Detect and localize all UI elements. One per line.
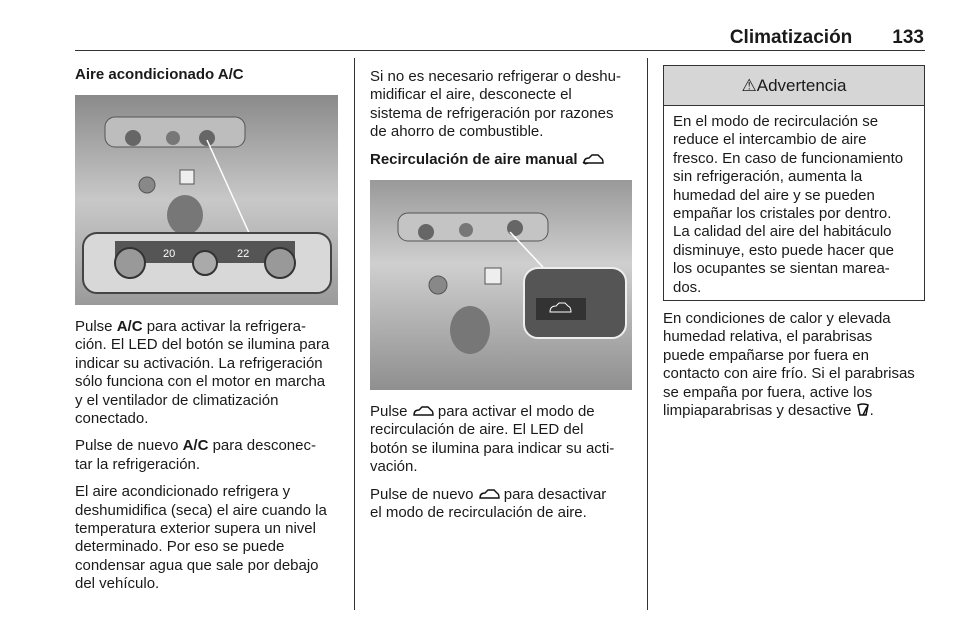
text-line: contacto con aire frío. Si el parabrisas bbox=[663, 365, 915, 383]
warning-header bbox=[664, 66, 924, 106]
text-line: sólo funciona con el motor en marcha bbox=[75, 373, 326, 391]
text-line: conectado. bbox=[75, 409, 149, 427]
recirculation-icon bbox=[582, 154, 604, 166]
ac-instructions bbox=[75, 318, 329, 593]
recirculation-icon bbox=[478, 489, 500, 501]
text-line: sistema de refrigeración por razones bbox=[370, 104, 614, 122]
ac-control-panel-image bbox=[75, 95, 338, 305]
text-line: los ocupantes se sientan marea- bbox=[673, 260, 890, 278]
text-line: La calidad del aire del habitáculo bbox=[673, 223, 892, 241]
text-line: En condiciones de calor y elevada bbox=[663, 310, 891, 327]
warning-title: Advertencia bbox=[756, 75, 847, 95]
text-line: empañar los cristales por dentro. bbox=[673, 204, 892, 222]
recirculation-button-image bbox=[370, 180, 632, 390]
text-line: deshumidifica (seca) el aire cuando la bbox=[75, 501, 327, 519]
text-line: fresco. En caso de funcionamiento bbox=[673, 149, 904, 167]
text-line: humedad relativa, el parabrisas bbox=[663, 328, 873, 346]
warning-box bbox=[663, 65, 925, 301]
text-line: Pulse para activar el modo de bbox=[370, 403, 595, 420]
text-line: dos. bbox=[673, 278, 702, 296]
windscreen-wiper-icon bbox=[856, 403, 870, 417]
text-line: En el modo de recirculación se bbox=[673, 113, 879, 130]
text-line: el modo de recirculación de aire. bbox=[370, 503, 587, 521]
text-line: Pulse A/C para activar la refrigera- bbox=[75, 318, 306, 335]
text-line: puede empañarse por fuera en bbox=[663, 346, 869, 364]
heading: Recirculación de aire manual bbox=[370, 150, 578, 168]
text-line: vación. bbox=[370, 458, 418, 476]
text-line: Pulse de nuevo A/C para desconec- bbox=[75, 437, 316, 455]
text-line bbox=[370, 151, 621, 169]
column-divider bbox=[354, 58, 355, 610]
text-line: temperatura exterior supera un nivel bbox=[75, 519, 316, 537]
text-line: botón se ilumina para indicar su acti- bbox=[370, 439, 615, 457]
text-line: se empaña por fuera, active los bbox=[663, 383, 873, 401]
text-line: midificar el aire, desconecte el bbox=[370, 86, 572, 104]
left-temp: 20 bbox=[163, 248, 176, 260]
page-header bbox=[730, 27, 924, 49]
text-line: El aire acondicionado refrigera y bbox=[75, 483, 291, 501]
text-line: Si no es necesario refrigerar o deshu- bbox=[370, 68, 621, 85]
right-temp: 22 bbox=[237, 248, 250, 260]
text-line: del vehículo. bbox=[75, 575, 160, 593]
text-line: recirculación de aire. El LED del bbox=[370, 421, 584, 439]
text-line: de ahorro de combustible. bbox=[370, 123, 544, 141]
text-line: indicar su activación. La refrigeración bbox=[75, 354, 323, 372]
recirculation-section bbox=[370, 68, 621, 169]
text-line: humedad del aire y se pueden bbox=[673, 186, 875, 204]
column-divider bbox=[647, 58, 648, 610]
page-title: Climatización bbox=[729, 27, 853, 48]
header-rule bbox=[75, 50, 925, 51]
text-line: y el ventilador de climatización bbox=[75, 391, 279, 409]
condensation-paragraph bbox=[663, 310, 915, 420]
text-line: condensar agua que sale por debajo bbox=[75, 556, 319, 574]
text-line: Pulse de nuevo para desactivar bbox=[370, 485, 607, 503]
text-line: sin refrigeración, aumenta la bbox=[673, 168, 863, 186]
text-line: disminuye, esto puede hacer que bbox=[673, 241, 894, 259]
text-line: ción. El LED del botón se ilumina para bbox=[75, 336, 330, 354]
recirculation-instructions bbox=[370, 403, 614, 522]
page-number: 133 bbox=[892, 27, 924, 48]
heading: Aire acondicionado A/C bbox=[75, 66, 244, 83]
text-line: tar la refrigeración. bbox=[75, 455, 201, 473]
text-line: reduce el intercambio de aire bbox=[673, 131, 867, 149]
section-ac-heading bbox=[75, 66, 244, 84]
recirculation-icon bbox=[412, 406, 434, 418]
ac-button-label: A/C bbox=[116, 318, 143, 335]
text-line: determinado. Por eso se puede bbox=[75, 538, 285, 556]
text-line: limpiaparabrisas y desactive . bbox=[663, 401, 874, 419]
warning-triangle-icon: ⚠ bbox=[741, 75, 757, 95]
